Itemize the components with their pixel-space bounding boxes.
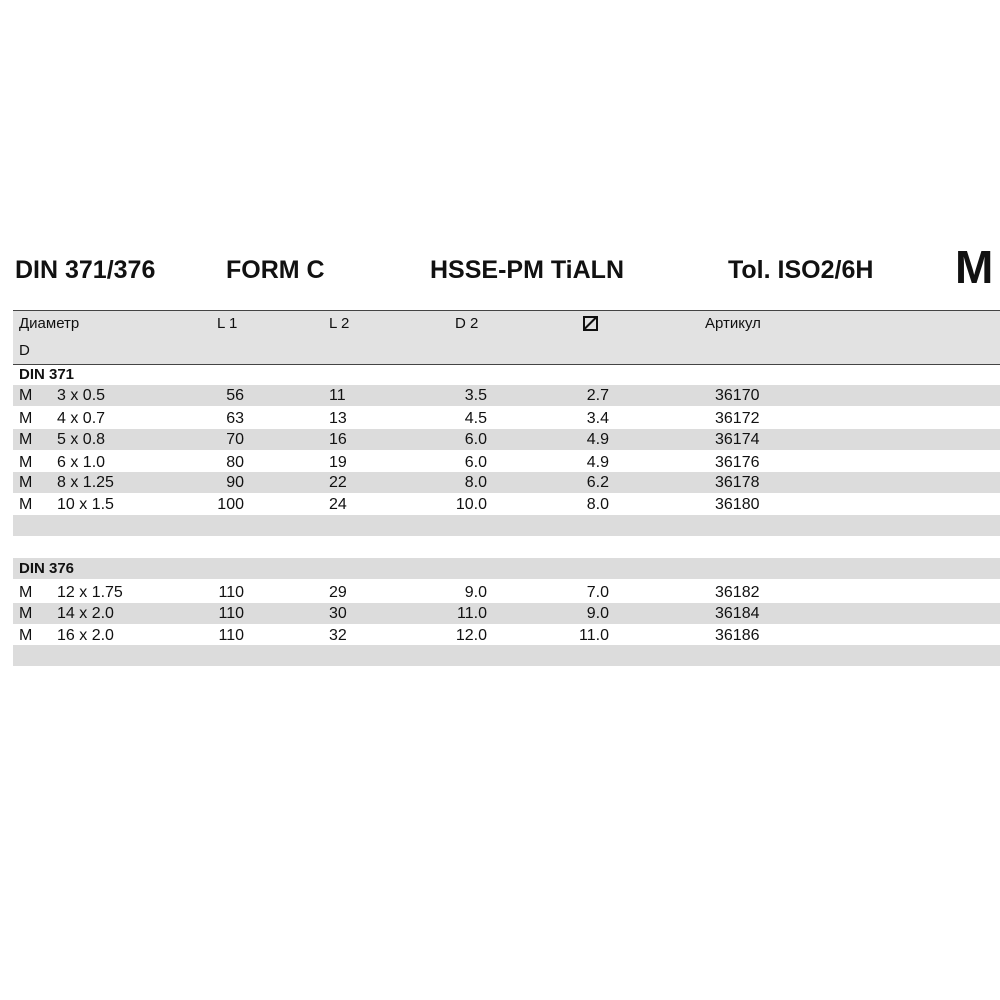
group-label: DIN 371 (19, 366, 75, 383)
article-number: 36178 (715, 474, 760, 491)
l2-value: 19 (329, 454, 347, 471)
d2-value: 8.0 (464, 474, 487, 491)
tolerance-title: Tol. ISO2/6H (728, 256, 874, 284)
thread-size: 4 x 0.7 (57, 410, 106, 427)
thread-prefix: M (19, 627, 33, 644)
l1-value: 100 (217, 496, 244, 513)
square-value: 4.9 (586, 431, 609, 448)
group-header-din371 (13, 364, 1000, 385)
table-row (13, 408, 1000, 429)
table-row (13, 494, 1000, 515)
l1-value: 110 (218, 584, 244, 601)
l2-value: 32 (329, 627, 347, 644)
l1-value: 110 (218, 605, 244, 622)
l1-value: 63 (226, 410, 244, 427)
d2-value: 3.5 (464, 387, 487, 404)
d2-value: 6.0 (464, 454, 487, 471)
d2-value: 9.0 (464, 584, 487, 601)
thread-prefix: M (19, 496, 33, 513)
table-header (13, 310, 1000, 365)
header-d2: D 2 (455, 315, 479, 332)
empty-row (13, 645, 1000, 666)
material-title: HSSE-PM TiALN (430, 256, 624, 284)
thread-letter: M (955, 241, 994, 293)
article-number: 36172 (715, 410, 760, 427)
table-row (13, 472, 1000, 493)
table-row (13, 603, 1000, 624)
thread-size: 3 x 0.5 (57, 387, 106, 404)
d2-value: 10.0 (455, 496, 487, 513)
table-row (13, 452, 1000, 473)
thread-prefix: M (19, 410, 33, 427)
square-value: 2.7 (586, 387, 609, 404)
thread-prefix: M (19, 431, 33, 448)
table-row (13, 625, 1000, 646)
article-number: 36180 (715, 496, 760, 513)
table-row (13, 429, 1000, 450)
thread-prefix: M (19, 605, 33, 622)
thread-prefix: M (19, 387, 33, 404)
header-l1: L 1 (217, 315, 238, 332)
l1-value: 70 (226, 431, 244, 448)
thread-prefix: M (19, 584, 33, 601)
square-value: 3.4 (586, 410, 609, 427)
group-header-din376 (13, 558, 1000, 579)
d2-value: 11.0 (457, 605, 487, 622)
l2-value: 11 (329, 387, 346, 404)
square-value: 4.9 (586, 454, 609, 471)
header-diameter-sub: D (19, 342, 30, 359)
d2-value: 4.5 (464, 410, 487, 427)
thread-size: 12 x 1.75 (57, 584, 123, 601)
thread-size: 14 x 2.0 (57, 605, 114, 622)
square-value: 11.0 (579, 627, 609, 644)
empty-row (13, 515, 1000, 536)
l2-value: 13 (329, 410, 347, 427)
header-diameter: Диаметр (19, 315, 80, 332)
thread-size: 10 x 1.5 (57, 496, 114, 513)
square-value: 6.2 (586, 474, 609, 491)
l1-value: 56 (226, 387, 244, 404)
square-value: 7.0 (586, 584, 609, 601)
table-row (13, 582, 1000, 603)
article-number: 36176 (715, 454, 760, 471)
l2-value: 22 (329, 474, 347, 491)
article-number: 36170 (715, 387, 760, 404)
l1-value: 90 (226, 474, 244, 491)
article-number: 36174 (715, 431, 760, 448)
l2-value: 29 (329, 584, 347, 601)
thread-size: 6 x 1.0 (57, 454, 106, 471)
square-value: 9.0 (586, 605, 609, 622)
l1-value: 110 (218, 627, 244, 644)
group-label: DIN 376 (19, 560, 75, 577)
article-number: 36182 (715, 584, 760, 601)
form-title: FORM C (226, 256, 325, 284)
l2-value: 16 (329, 431, 347, 448)
l2-value: 30 (329, 605, 347, 622)
thread-size: 5 x 0.8 (57, 431, 106, 448)
article-number: 36186 (715, 627, 760, 644)
header-l2: L 2 (329, 315, 350, 332)
thread-prefix: M (19, 454, 33, 471)
d2-value: 12.0 (455, 627, 487, 644)
square-value: 8.0 (586, 496, 609, 513)
l2-value: 24 (329, 496, 347, 513)
thread-size: 16 x 2.0 (57, 627, 114, 644)
d2-value: 6.0 (464, 431, 487, 448)
standard-title: DIN 371/376 (15, 256, 156, 284)
thread-size: 8 x 1.25 (57, 474, 114, 491)
square-shank-icon (583, 316, 598, 331)
header-article: Артикул (705, 315, 761, 332)
l1-value: 80 (226, 454, 244, 471)
thread-prefix: M (19, 474, 33, 491)
article-number: 36184 (715, 605, 760, 622)
table-row (13, 385, 1000, 406)
